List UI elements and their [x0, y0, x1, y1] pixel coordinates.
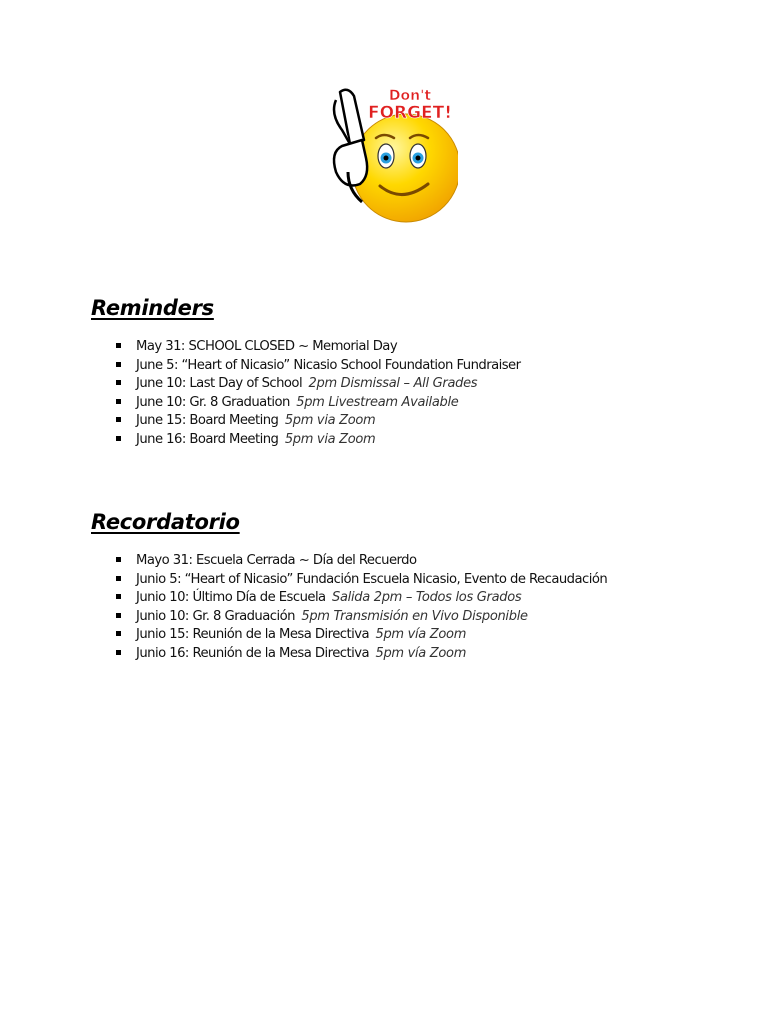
recordatorio-heading: Recordatorio [91, 510, 240, 534]
item-text: Junio 15: Reunión de la Mesa Directiva [136, 627, 370, 642]
item-note: 5pm vía Zoom [375, 645, 467, 661]
item-note: 5pm Livestream Available [296, 394, 459, 410]
reminders-heading: Reminders [91, 296, 214, 320]
list-item [91, 625, 751, 644]
bullet-icon [116, 343, 121, 348]
item-text: Junio 5: “Heart of Nicasio” Fundación Escuela Nicasio, Evento de Recaudación [136, 571, 608, 587]
item-note: 5pm via Zoom [284, 413, 376, 428]
bullet-icon [116, 417, 121, 422]
item-text: June 10: Last Day of School [136, 376, 303, 391]
item-note: 5pm vía Zoom [375, 627, 467, 642]
list-item [91, 644, 751, 663]
item-text: Junio 10: Gr. 8 Graduación [136, 608, 295, 624]
item-note: 5pm via Zoom [284, 431, 376, 447]
reminders-list [91, 337, 751, 448]
logo-line1: Don't [388, 88, 432, 104]
bullet-icon [116, 399, 121, 404]
item-text: Junio 16: Reunión de la Mesa Directiva [136, 645, 370, 661]
list-item [91, 551, 751, 570]
bullet-icon [116, 631, 121, 636]
list-item [91, 430, 751, 449]
bullet-icon [116, 362, 121, 367]
list-item [91, 588, 751, 607]
item-text: June 15: Board Meeting [136, 413, 279, 428]
recordatorio-list [91, 551, 751, 662]
bullet-icon [116, 436, 121, 441]
list-item [91, 393, 751, 412]
bullet-icon [116, 613, 121, 618]
dont-forget-text [368, 88, 452, 123]
item-text: Junio 10: Último Día de Escuela [136, 590, 326, 605]
item-note: 5pm Transmisión en Vivo Disponible [301, 608, 528, 624]
item-text: Mayo 31: Escuela Cerrada ~ Día del Recuerdo [136, 553, 417, 568]
list-item [91, 356, 751, 375]
reminders-section [91, 294, 751, 448]
item-text: June 5: “Heart of Nicasio” Nicasio School Foundation Fundraiser [136, 357, 521, 373]
logo-line2: FORGET! [367, 103, 453, 123]
item-note: Salida 2pm – Todos los Grados [332, 590, 522, 605]
recordatorio-section [91, 508, 751, 662]
item-text: June 10: Gr. 8 Graduation [136, 394, 290, 410]
bullet-icon [116, 650, 121, 655]
item-text: May 31: SCHOOL CLOSED ~ Memorial Day [136, 339, 398, 354]
item-note: 2pm Dismissal – All Grades [308, 376, 478, 391]
item-text: June 16: Board Meeting [136, 431, 279, 447]
list-item [91, 607, 751, 626]
list-item [91, 411, 751, 430]
bullet-icon [116, 557, 121, 562]
list-item [91, 337, 751, 356]
bullet-icon [116, 576, 121, 581]
bullet-icon [116, 594, 121, 599]
list-item [91, 374, 751, 393]
list-item [91, 570, 751, 589]
dont-forget-smiley-logo [318, 80, 458, 230]
bullet-icon [116, 380, 121, 385]
